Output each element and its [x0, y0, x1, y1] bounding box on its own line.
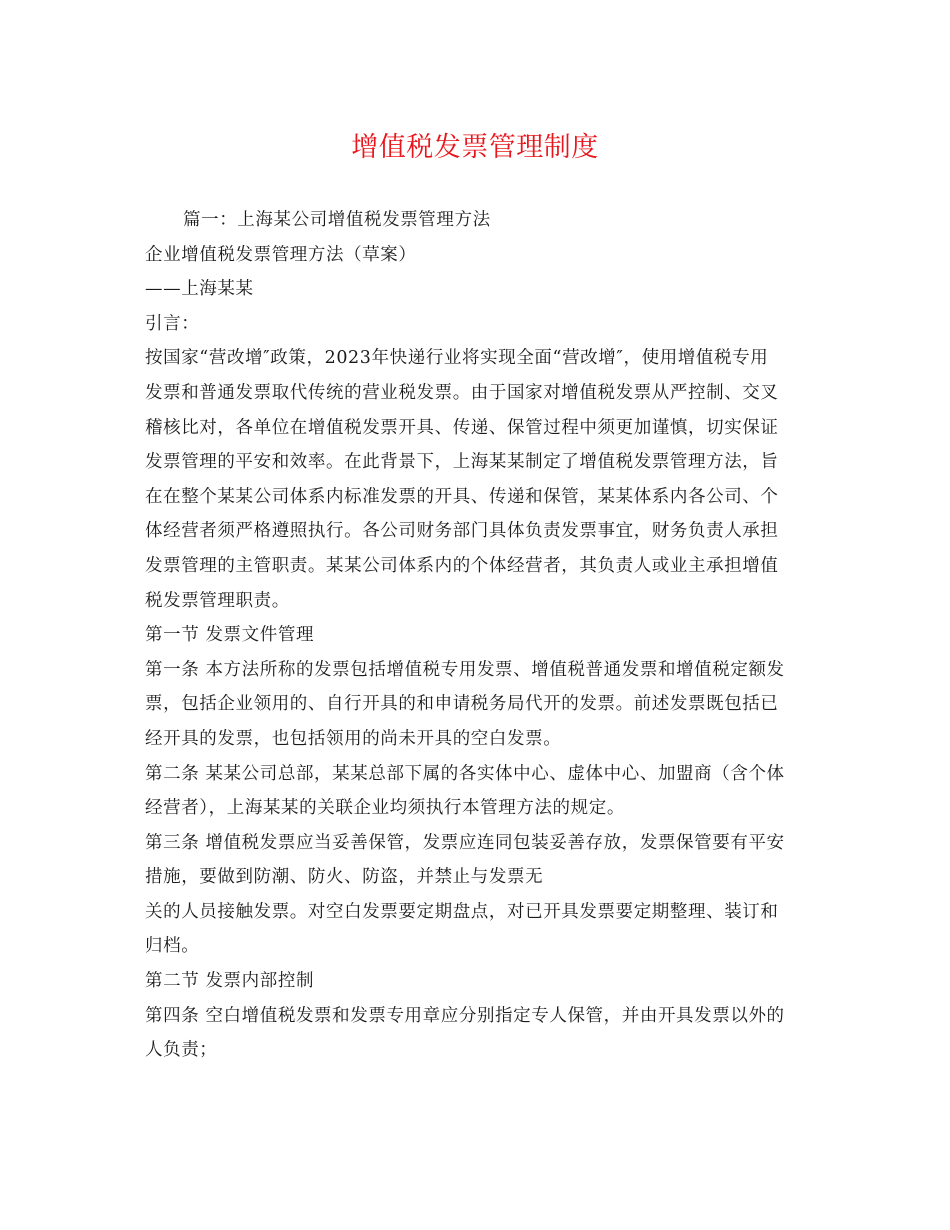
text-line: 归档。: [145, 936, 200, 957]
text-line: 企业增值税发票管理方法（草案）: [145, 244, 417, 265]
text-line: 票，包括企业领用的、自行开具的和申请税务局代开的发票。前述发票既包括已: [145, 694, 779, 715]
text-line: 第四条 空白增值税发票和发票专用章应分别指定专人保管，并由开具发票以外的: [145, 1005, 785, 1026]
text-line: 第一条 本方法所称的发票包括增值税专用发票、增值税普通发票和增值税定额发: [145, 659, 785, 680]
text-line: 稽核比对，各单位在增值税发票开具、传递、保管过程中须更加谨慎，切实保证: [145, 417, 779, 438]
text-line: 发票和普通发票取代传统的营业税发票。由于国家对增值税发票从严控制、交叉: [145, 382, 779, 403]
text-line: 第三条 增值税发票应当妥善保管，发票应连同包装妥善存放，发票保管要有平安: [145, 832, 785, 853]
text-line: 体经营者须严格遵照执行。各公司财务部门具体负责发票事宜，财务负责人承担: [145, 521, 779, 542]
text-line: ——上海某某: [145, 279, 254, 300]
text-line: 发票管理的平安和效率。在此背景下，上海某某制定了增值税发票管理方法，旨: [145, 452, 779, 473]
text-line: 经开具的发票，也包括领用的尚未开具的空白发票。: [145, 728, 562, 749]
text-line: 经营者），上海某某的关联企业均须执行本管理方法的规定。: [145, 798, 625, 819]
document-title: 增值税发票管理制度: [351, 132, 599, 163]
text-line: 篇一：上海某公司增值税发票管理方法: [183, 210, 491, 230]
text-line: 发票管理的主管职责。某某公司体系内的个体经营者，其负责人或业主承担增值: [145, 555, 779, 576]
text-line: 人负责；: [145, 1040, 218, 1061]
text-line: 在在整个某某公司体系内标准发票的开具、传递和保管，某某体系内各公司、个: [145, 486, 779, 507]
text-line: 第二条 某某公司总部，某某总部下属的各实体中心、虚体中心、加盟商（含个体: [145, 763, 785, 784]
document-body: [145, 203, 810, 1068]
text-line: 税发票管理职责。: [145, 590, 290, 611]
text-line: 按国家“营改增″政策，2023年快递行业将实现全面“营改增″，使用增值税专用: [145, 348, 769, 369]
text-line: 引言：: [145, 313, 200, 334]
text-line: 第一节 发票文件管理: [145, 625, 315, 646]
text-line: 关的人员接触发票。对空白发票要定期盘点，对已开具发票要定期整理、装订和: [145, 901, 779, 922]
text-line: 第二节 发票内部控制: [145, 971, 315, 992]
text-line: 措施，要做到防潮、防火、防盗，并禁止与发票无: [145, 867, 544, 888]
